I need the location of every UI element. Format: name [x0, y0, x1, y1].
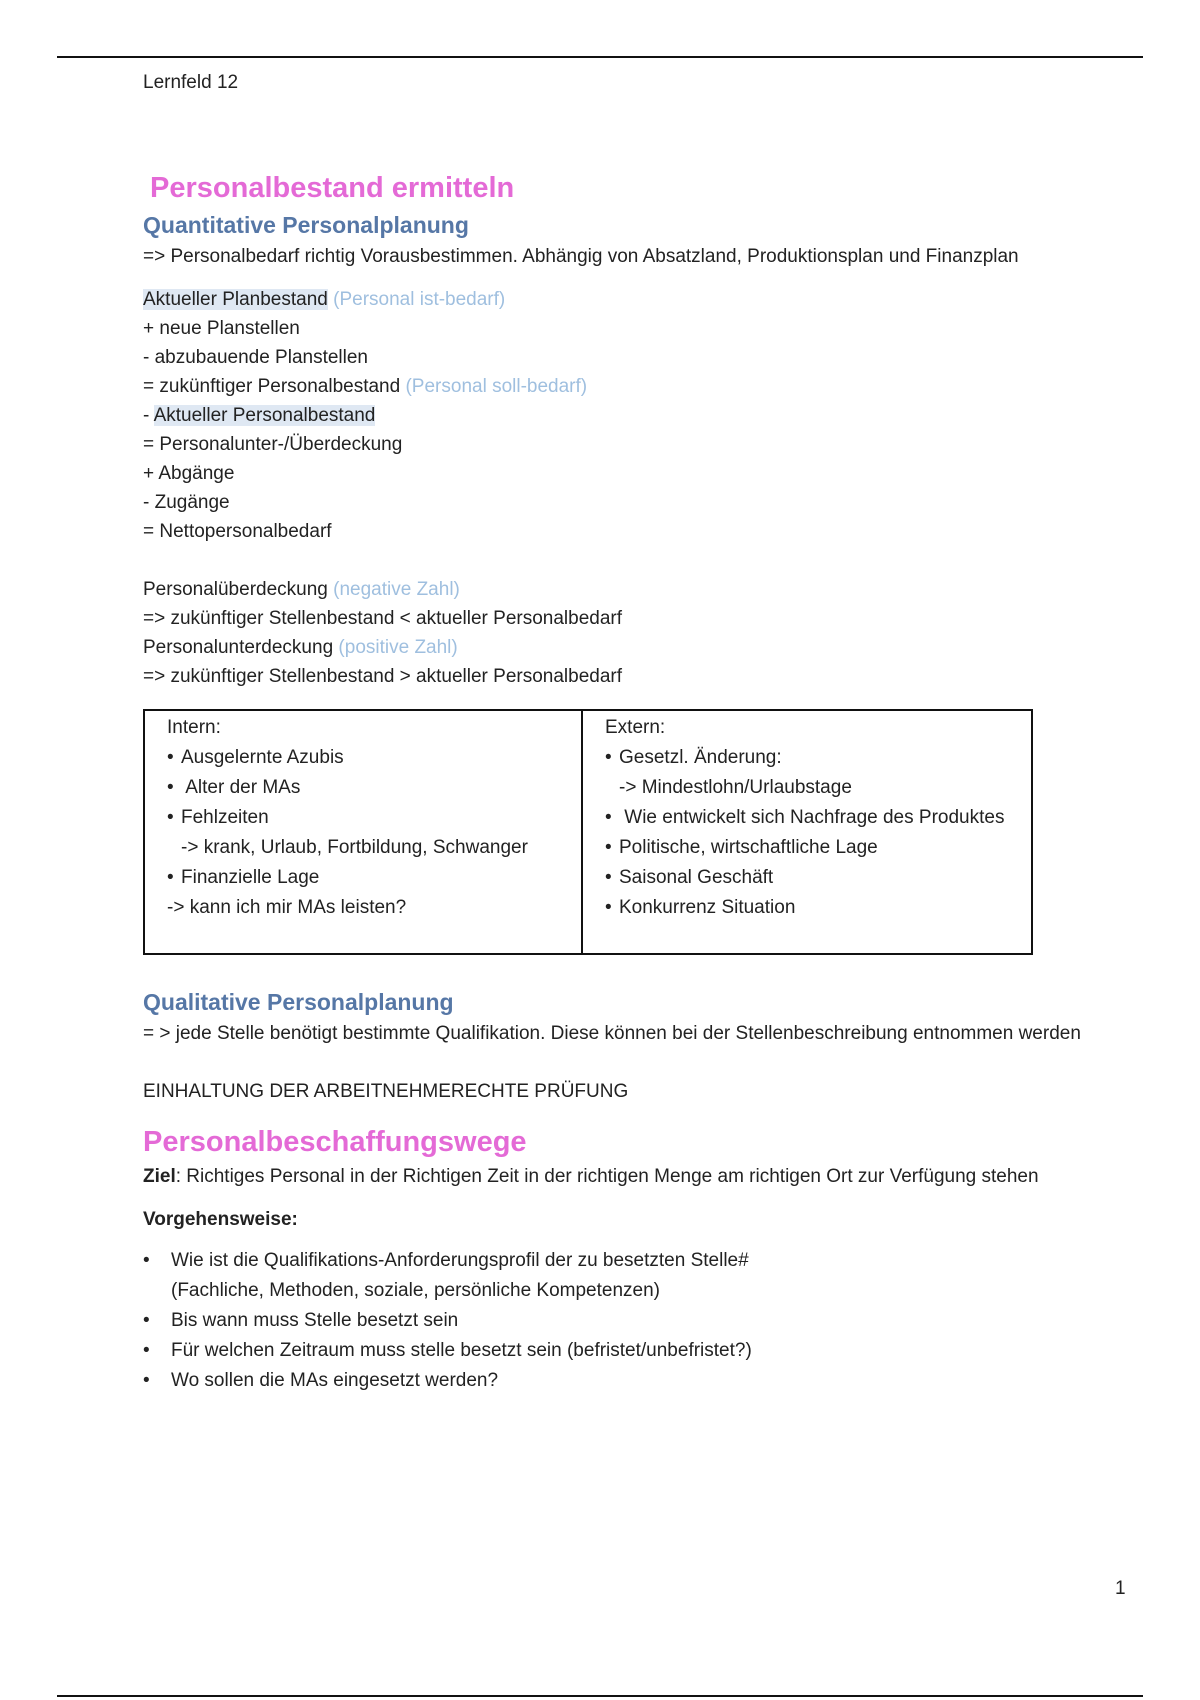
- extern-item-text: Politische, wirtschaftliche Lage: [619, 837, 878, 858]
- calc-text: Aktueller Planbestand: [143, 289, 328, 310]
- subsection-title-quantitative: Quantitative Personalplanung: [143, 212, 469, 238]
- extern-item: [605, 833, 1021, 863]
- extern-item-text: Saisonal Geschäft: [619, 867, 774, 888]
- page-header: Lernfeld 12: [143, 72, 239, 93]
- extern-cell: [582, 710, 1032, 954]
- calc-line: = Nettopersonalbedarf: [143, 521, 332, 542]
- extern-item-text: Konkurrenz Situation: [619, 897, 796, 918]
- top-rule: [57, 56, 1143, 58]
- document-body: [143, 168, 1103, 1396]
- intern-item-text: Ausgelernte Azubis: [181, 747, 344, 768]
- ueberdeckung-note: (negative Zahl): [327, 579, 460, 600]
- list-item: [143, 1246, 1103, 1306]
- bullet-icon: •: [605, 747, 612, 768]
- intern-title: Intern:: [167, 717, 221, 738]
- ziel-label: Ziel: [143, 1166, 176, 1187]
- calc-text: Aktueller Personalbestand: [153, 405, 376, 426]
- calc-line: [143, 285, 1103, 314]
- bottom-rule: [57, 1695, 1143, 1697]
- extern-subitem: -> Mindestlohn/Urlaubstage: [619, 777, 852, 798]
- calc-text: = zukünftiger Personalbestand: [143, 376, 401, 397]
- bullet-icon: •: [167, 747, 174, 768]
- vorgehen-label: Vorgehensweise:: [143, 1209, 298, 1230]
- section-title-personalbestand: Personalbestand ermitteln: [150, 172, 515, 204]
- step-subtext: (Fachliche, Methoden, soziale, persönliche Kompetenzen): [171, 1280, 660, 1301]
- unterdeckung-label: [143, 633, 1103, 662]
- calc-line: + Abgänge: [143, 463, 235, 484]
- intern-cell: [144, 710, 582, 954]
- calculation-scheme: [143, 285, 1103, 546]
- intern-item-text: Fehlzeiten: [181, 807, 269, 828]
- calc-line: + neue Planstellen: [143, 318, 300, 339]
- calc-line: = Personalunter-/Überdeckung: [143, 434, 403, 455]
- extern-item: [605, 803, 1021, 833]
- bullet-icon: •: [143, 1310, 150, 1331]
- ueberdeckung-text: Personalüberdeckung: [143, 579, 328, 600]
- list-item: [143, 1366, 1103, 1396]
- intern-subitem: -> krank, Urlaub, Fortbildung, Schwanger: [181, 837, 528, 858]
- list-item: [143, 1306, 1103, 1336]
- extern-item: [605, 863, 1021, 893]
- factors-table: [143, 709, 1033, 955]
- bullet-icon: •: [605, 807, 612, 828]
- intern-subitem: -> kann ich mir MAs leisten?: [167, 897, 407, 918]
- list-item: [143, 1336, 1103, 1366]
- bullet-icon: •: [167, 777, 174, 798]
- calc-note: (Personal soll-bedarf): [400, 376, 588, 397]
- ueberdeckung-label: [143, 575, 1103, 604]
- intern-item-text: Finanzielle Lage: [181, 867, 320, 888]
- extern-item: [605, 743, 1021, 773]
- ziel-line: [143, 1162, 1103, 1191]
- step-text: Bis wann muss Stelle besetzt sein: [171, 1310, 459, 1331]
- calc-note: (Personal ist-bedarf): [327, 289, 506, 310]
- intern-item-text: Alter der MAs: [181, 777, 301, 798]
- page-number: 1: [1115, 1578, 1126, 1599]
- step-text: Wo sollen die MAs eingesetzt werden?: [171, 1370, 499, 1391]
- extern-item: [605, 893, 1021, 923]
- bullet-icon: •: [167, 807, 174, 828]
- extern-item-text: Gesetzl. Änderung:: [619, 747, 782, 768]
- calc-line: - Zugänge: [143, 492, 230, 513]
- calc-line: [143, 401, 1103, 430]
- bullet-icon: •: [167, 867, 174, 888]
- bullet-icon: •: [605, 897, 612, 918]
- calc-line: - abzubauende Planstellen: [143, 347, 369, 368]
- intern-item: [167, 743, 571, 773]
- ueberdeckung-rule: => zukünftiger Stellenbestand < aktueller Personalbedarf: [143, 608, 623, 629]
- bullet-icon: •: [143, 1340, 150, 1361]
- unterdeckung-rule: => zukünftiger Stellenbestand > aktueller Personalbedarf: [143, 666, 623, 687]
- steps-list: [143, 1246, 1103, 1396]
- quantitative-intro: => Personalbedarf richtig Vorausbestimmen. Abhängig von Absatzland, Produktionsplan und Finanzplan: [143, 246, 1019, 267]
- qualitative-text: = > jede Stelle benötigt bestimmte Qualifikation. Diese können bei der Stellenbeschreibung entnommen werden: [143, 1023, 1081, 1044]
- unterdeckung-note: (positive Zahl): [333, 637, 458, 658]
- bullet-icon: •: [143, 1250, 150, 1271]
- extern-item-text: Wie entwickelt sich Nachfrage des Produktes: [619, 807, 1005, 828]
- calc-prefix: -: [143, 405, 154, 426]
- bullet-icon: •: [605, 837, 612, 858]
- calc-line: [143, 372, 1103, 401]
- section-title-beschaffungswege: Personalbeschaffungswege: [143, 1126, 527, 1158]
- unterdeckung-text: Personalunterdeckung: [143, 637, 334, 658]
- bullet-icon: •: [143, 1370, 150, 1391]
- intern-item: [167, 863, 571, 893]
- intern-item: [167, 773, 571, 803]
- ziel-text: : Richtiges Personal in der Richtigen Zeit in der richtigen Menge am richtigen Ort zur Verfügung stehen: [175, 1166, 1039, 1187]
- bullet-icon: •: [605, 867, 612, 888]
- intern-item: [167, 803, 571, 833]
- step-text: Wie ist die Qualifikations-Anforderungsprofil der zu besetzten Stelle#: [171, 1250, 749, 1271]
- extern-title: Extern:: [605, 717, 666, 738]
- subsection-title-qualitative: Qualitative Personalplanung: [143, 989, 454, 1015]
- caps-heading: EINHALTUNG DER ARBEITNEHMERECHTE PRÜFUNG: [143, 1081, 629, 1102]
- step-text: Für welchen Zeitraum muss stelle besetzt sein (befristet/unbefristet?): [171, 1340, 752, 1361]
